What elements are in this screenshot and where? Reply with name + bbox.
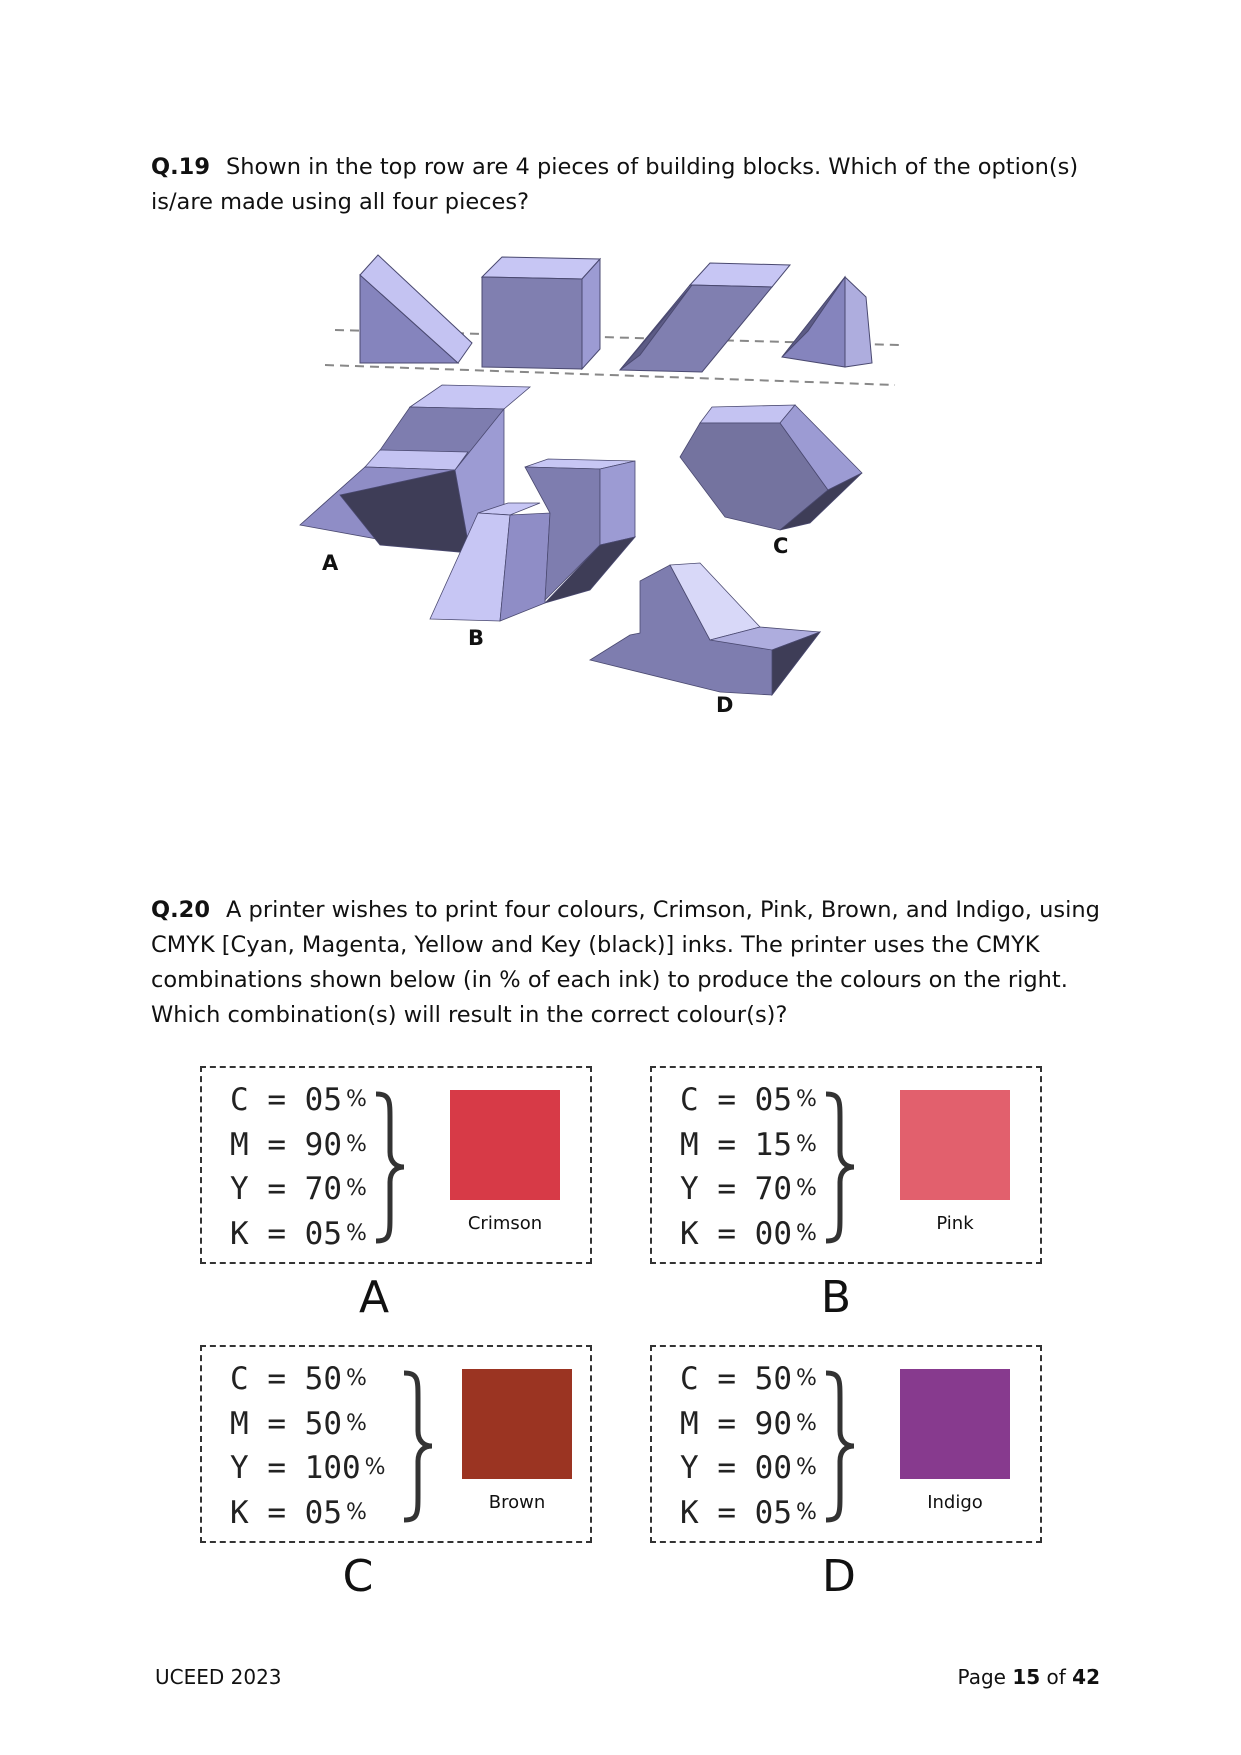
- cmyk-values: C = 50 % M = 90 % Y = 00 % K = 05 %: [680, 1361, 817, 1531]
- option-letter-d: D: [822, 1551, 856, 1602]
- footer-exam-name: UCEED 2023: [155, 1665, 282, 1689]
- question-text: Shown in the top row are 4 pieces of building blocks. Which of the option(s) is/are made using all four pieces?: [151, 154, 1079, 215]
- option-letter-c: C: [342, 1551, 374, 1602]
- colour-swatch: [462, 1369, 572, 1479]
- cmyk-values: C = 50 % M = 50 % Y = 100 % K = 05 %: [230, 1361, 386, 1531]
- option-letter-a: A: [358, 1272, 390, 1323]
- question-20: [151, 893, 1101, 1033]
- footer-page-number: Page 15 of 42: [957, 1665, 1100, 1689]
- question-19: [151, 150, 1101, 220]
- cmyk-option-a: [200, 1066, 592, 1264]
- option-d-shape: [590, 563, 820, 695]
- cmyk-option-b: [650, 1066, 1042, 1264]
- colour-swatch: [900, 1090, 1010, 1200]
- colour-name: Pink: [936, 1213, 974, 1234]
- curly-brace-icon: [374, 1090, 406, 1245]
- colour-name: Crimson: [467, 1213, 543, 1234]
- colour-swatch: [450, 1090, 560, 1200]
- option-c-label: C: [773, 534, 789, 558]
- option-c-shape: [680, 405, 862, 530]
- curly-brace-icon: [402, 1369, 434, 1524]
- piece-pyramid: [782, 277, 872, 367]
- question-number: Q.19: [151, 154, 210, 180]
- cmyk-values: C = 05 % M = 15 % Y = 70 % K = 00 %: [680, 1082, 817, 1252]
- option-letter-b: B: [820, 1272, 852, 1323]
- option-d-label: D: [716, 693, 734, 717]
- curly-brace-icon: [824, 1090, 856, 1245]
- option-a-label: A: [322, 551, 339, 575]
- colour-swatch: [900, 1369, 1010, 1479]
- question-text: A printer wishes to print four colours, Crimson, Pink, Brown, and Indigo, using CMYK [Cyan, Magenta, Yellow and Key (black)] inks. The printer uses the CMYK combinations shown below (in % of each ink) to produce the colours on the right. Which combination(s) will result in the correct colour(s)?: [151, 897, 1100, 1028]
- colour-name: Brown: [488, 1492, 546, 1513]
- option-b-label: B: [468, 626, 485, 650]
- question-number: Q.20: [151, 897, 210, 923]
- cmyk-option-c: [200, 1345, 592, 1543]
- cmyk-option-d: [650, 1345, 1042, 1543]
- curly-brace-icon: [824, 1369, 856, 1524]
- colour-name: Indigo: [927, 1492, 983, 1513]
- building-blocks-figure: [260, 245, 1000, 805]
- piece-wedge: [360, 255, 472, 363]
- piece-cube: [482, 257, 600, 369]
- cmyk-values: C = 05 % M = 90 % Y = 70 % K = 05 %: [230, 1082, 367, 1252]
- piece-slanted-prism: [620, 263, 790, 372]
